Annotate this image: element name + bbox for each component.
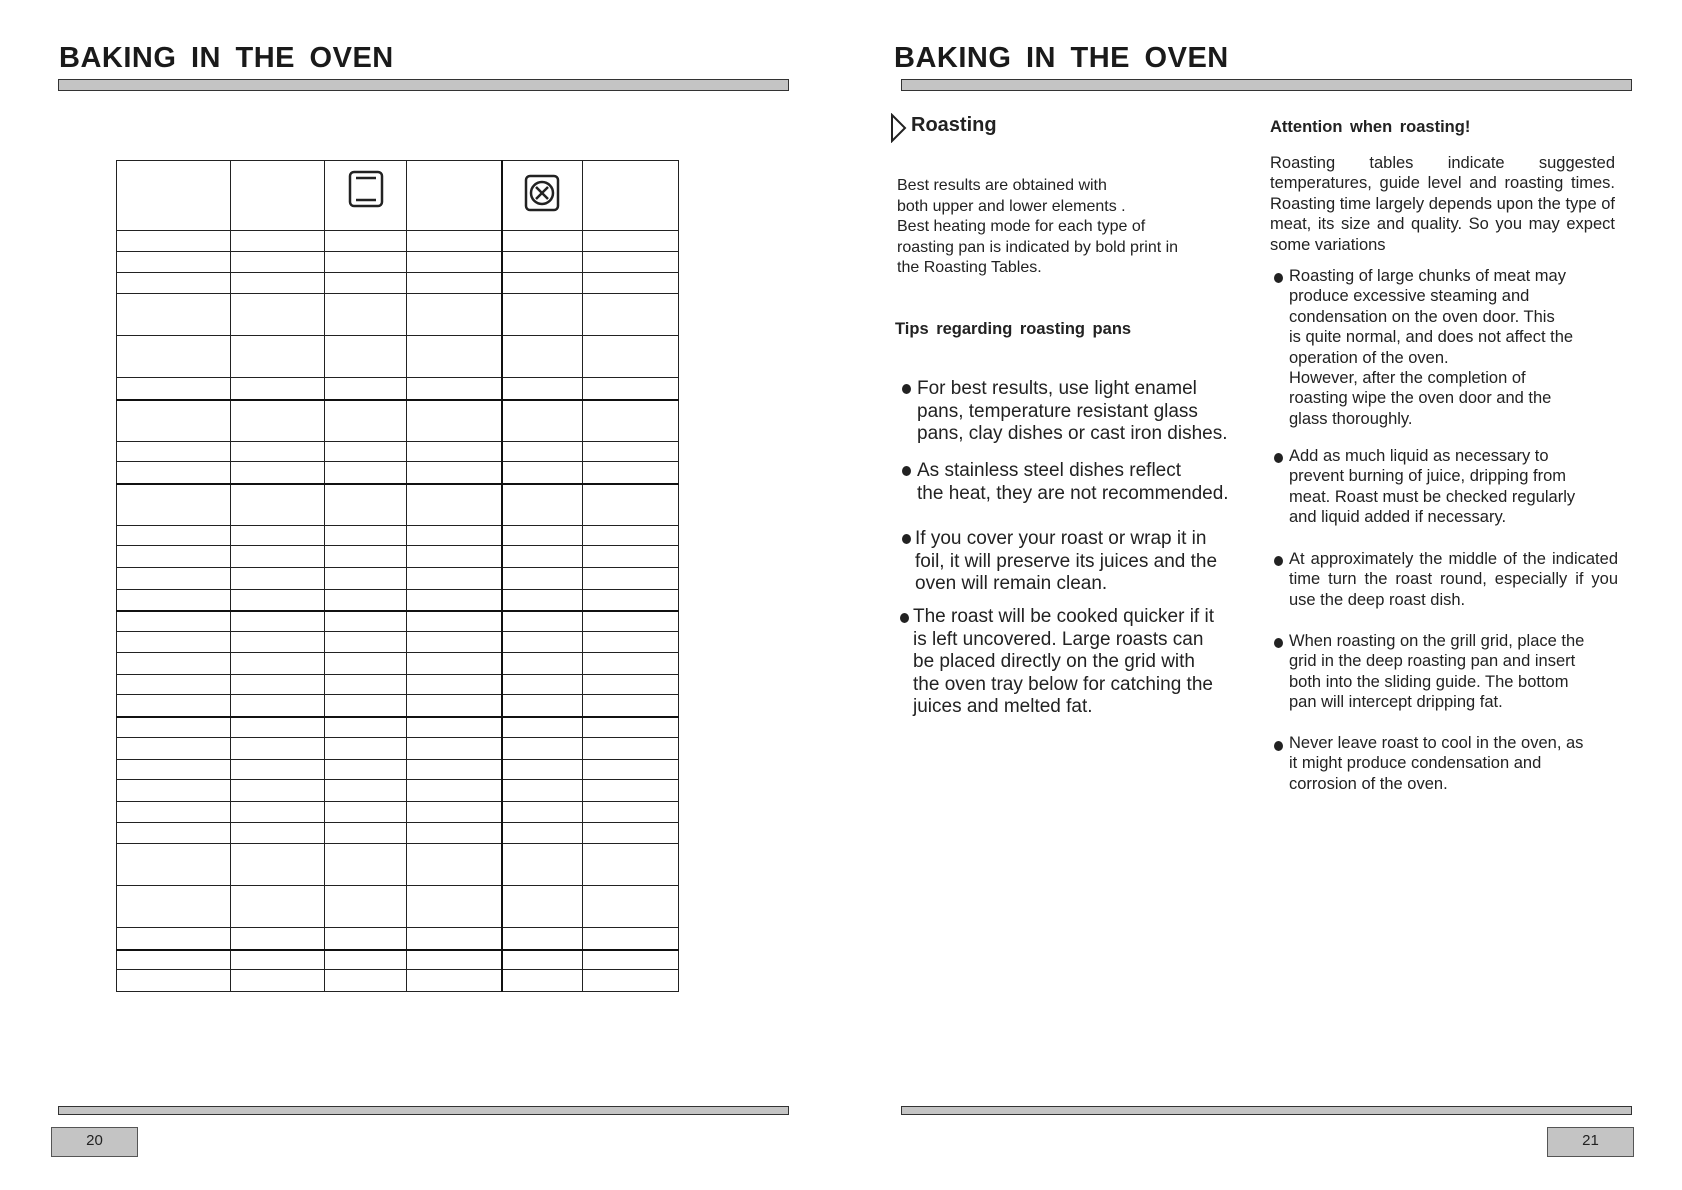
table-cell bbox=[324, 526, 407, 546]
table-cell bbox=[502, 462, 583, 484]
table-cell bbox=[324, 273, 407, 294]
table-cell bbox=[324, 738, 407, 760]
table-cell bbox=[583, 336, 679, 378]
table-row bbox=[117, 886, 679, 928]
bullet-icon bbox=[1274, 273, 1283, 283]
table-cell bbox=[407, 400, 502, 442]
table-cell bbox=[324, 823, 407, 844]
table-cell bbox=[324, 695, 407, 717]
table-row bbox=[117, 273, 679, 294]
table-cell bbox=[230, 462, 324, 484]
table-cell bbox=[230, 717, 324, 738]
table-cell bbox=[583, 231, 679, 252]
table-cell bbox=[583, 590, 679, 611]
bullet-icon bbox=[1274, 741, 1283, 751]
table-cell bbox=[407, 273, 502, 294]
table-row bbox=[117, 970, 679, 992]
table-cell bbox=[502, 161, 583, 231]
list-item bbox=[900, 378, 1260, 446]
table-cell bbox=[583, 161, 679, 231]
list-item-text: As stainless steel dishes reflect the heat, they are not recommended. bbox=[917, 460, 1229, 504]
table-row bbox=[117, 950, 679, 970]
header-divider bbox=[58, 79, 789, 91]
table-cell bbox=[583, 950, 679, 970]
table-cell bbox=[583, 462, 679, 484]
right-page-title: BAKING IN THE OVEN bbox=[894, 42, 1229, 74]
page-number: 21 bbox=[1547, 1127, 1634, 1157]
table-cell bbox=[583, 675, 679, 695]
table-cell bbox=[230, 161, 324, 231]
table-cell bbox=[117, 590, 231, 611]
left-page-title: BAKING IN THE OVEN bbox=[59, 42, 394, 74]
table-row bbox=[117, 632, 679, 653]
table-cell bbox=[583, 928, 679, 950]
table-cell bbox=[230, 760, 324, 780]
table-row bbox=[117, 462, 679, 484]
table-cell bbox=[117, 675, 231, 695]
table-cell bbox=[583, 568, 679, 590]
table-cell bbox=[583, 526, 679, 546]
page-number: 20 bbox=[51, 1127, 138, 1157]
table-cell bbox=[407, 970, 502, 992]
table-cell bbox=[407, 950, 502, 970]
table-cell bbox=[583, 611, 679, 632]
table-cell bbox=[502, 738, 583, 760]
list-item-text: At approximately the middle of the indicated time turn the roast round, especially if you use the deep roast dish. bbox=[1289, 550, 1618, 609]
table-row bbox=[117, 568, 679, 590]
attention-heading: Attention when roasting! bbox=[1270, 118, 1471, 136]
table-cell bbox=[583, 802, 679, 823]
table-cell bbox=[407, 928, 502, 950]
list-item bbox=[900, 528, 1260, 596]
table-row bbox=[117, 590, 679, 611]
table-row bbox=[117, 780, 679, 802]
table-row bbox=[117, 294, 679, 336]
table-cell bbox=[117, 336, 231, 378]
table-cell bbox=[117, 231, 231, 252]
table-cell bbox=[117, 760, 231, 780]
table-cell bbox=[502, 611, 583, 632]
table-cell bbox=[230, 611, 324, 632]
table-row bbox=[117, 928, 679, 950]
table-cell bbox=[407, 161, 502, 231]
table-cell bbox=[117, 886, 231, 928]
table-cell bbox=[502, 378, 583, 400]
table-cell bbox=[583, 844, 679, 886]
table-cell bbox=[324, 717, 407, 738]
fan-heating-icon bbox=[523, 174, 561, 217]
table-cell bbox=[407, 760, 502, 780]
table-cell bbox=[230, 442, 324, 462]
list-item bbox=[1274, 733, 1624, 794]
table-cell bbox=[583, 760, 679, 780]
table-cell bbox=[230, 695, 324, 717]
table-cell bbox=[407, 568, 502, 590]
table-cell bbox=[117, 844, 231, 886]
table-cell bbox=[117, 695, 231, 717]
table-cell bbox=[230, 738, 324, 760]
table-cell bbox=[324, 462, 407, 484]
table-cell bbox=[407, 886, 502, 928]
table-cell bbox=[324, 161, 407, 231]
table-cell bbox=[502, 760, 583, 780]
table-cell bbox=[230, 675, 324, 695]
table-cell bbox=[502, 632, 583, 653]
bullet-icon bbox=[1274, 638, 1283, 648]
table-cell bbox=[502, 950, 583, 970]
table-cell bbox=[324, 484, 407, 526]
table-row bbox=[117, 823, 679, 844]
table-cell bbox=[324, 780, 407, 802]
table-cell bbox=[502, 695, 583, 717]
footer-divider bbox=[901, 1106, 1632, 1115]
table-cell bbox=[117, 526, 231, 546]
table-cell bbox=[502, 717, 583, 738]
table-cell bbox=[230, 294, 324, 336]
table-cell bbox=[117, 950, 231, 970]
table-cell bbox=[230, 632, 324, 653]
table-row bbox=[117, 546, 679, 568]
table-cell bbox=[407, 294, 502, 336]
table-row bbox=[117, 378, 679, 400]
bullet-icon bbox=[1274, 453, 1283, 463]
table-cell bbox=[230, 231, 324, 252]
table-cell bbox=[230, 802, 324, 823]
triangle-marker-icon bbox=[890, 113, 908, 143]
table-cell bbox=[407, 823, 502, 844]
table-row bbox=[117, 695, 679, 717]
table-cell bbox=[407, 590, 502, 611]
bullet-icon bbox=[902, 466, 911, 476]
table-cell bbox=[502, 526, 583, 546]
table-cell bbox=[583, 970, 679, 992]
table-cell bbox=[117, 632, 231, 653]
table-cell bbox=[502, 231, 583, 252]
table-cell bbox=[324, 336, 407, 378]
table-cell bbox=[502, 252, 583, 273]
table-row bbox=[117, 231, 679, 252]
table-cell bbox=[117, 611, 231, 632]
table-cell bbox=[407, 546, 502, 568]
table-cell bbox=[407, 378, 502, 400]
table-cell bbox=[324, 886, 407, 928]
table-cell bbox=[117, 568, 231, 590]
table-cell bbox=[502, 844, 583, 886]
table-cell bbox=[583, 695, 679, 717]
table-cell bbox=[407, 717, 502, 738]
table-cell bbox=[117, 738, 231, 760]
table-cell bbox=[230, 336, 324, 378]
table-cell bbox=[407, 802, 502, 823]
table-cell bbox=[583, 780, 679, 802]
table-cell bbox=[583, 484, 679, 526]
table-cell bbox=[407, 675, 502, 695]
table-cell bbox=[407, 738, 502, 760]
table-cell bbox=[117, 780, 231, 802]
table-cell bbox=[583, 823, 679, 844]
table-cell bbox=[230, 484, 324, 526]
table-cell bbox=[117, 161, 231, 231]
table-cell bbox=[407, 442, 502, 462]
table-cell bbox=[230, 546, 324, 568]
table-cell bbox=[407, 611, 502, 632]
list-item bbox=[1274, 549, 1624, 610]
table-row bbox=[117, 442, 679, 462]
table-cell bbox=[583, 294, 679, 336]
table-cell bbox=[117, 294, 231, 336]
table-cell bbox=[502, 823, 583, 844]
table-cell bbox=[583, 252, 679, 273]
table-cell bbox=[502, 336, 583, 378]
table-cell bbox=[117, 970, 231, 992]
table-cell bbox=[324, 675, 407, 695]
table-cell bbox=[502, 442, 583, 462]
table-cell bbox=[324, 760, 407, 780]
table-cell bbox=[324, 378, 407, 400]
table-row bbox=[117, 653, 679, 675]
table-cell bbox=[117, 546, 231, 568]
intro-paragraph: Best results are obtained with both upper and lower elements . Best heating mode for each type of roasting pan is indicated by bold print in the Roasting Tables. bbox=[897, 177, 1179, 276]
table-cell bbox=[324, 546, 407, 568]
table-cell bbox=[324, 400, 407, 442]
table-cell bbox=[502, 546, 583, 568]
table-cell bbox=[502, 294, 583, 336]
table-row bbox=[117, 738, 679, 760]
table-cell bbox=[502, 568, 583, 590]
table-cell bbox=[583, 442, 679, 462]
table-cell bbox=[324, 568, 407, 590]
table-cell bbox=[407, 844, 502, 886]
tips-heading: Tips regarding roasting pans bbox=[895, 320, 1132, 338]
table-cell bbox=[324, 294, 407, 336]
table-cell bbox=[502, 970, 583, 992]
table-cell bbox=[117, 928, 231, 950]
table-cell bbox=[117, 484, 231, 526]
table-cell bbox=[583, 886, 679, 928]
list-item-text: When roasting on the grill grid, place the grid in the deep roasting pan and insert both into the sliding guide. The bottom pan will intercept dripping fat. bbox=[1289, 632, 1585, 712]
table-cell bbox=[117, 252, 231, 273]
table-cell bbox=[324, 970, 407, 992]
table-cell bbox=[583, 717, 679, 738]
table-cell bbox=[407, 526, 502, 546]
table-cell bbox=[407, 632, 502, 653]
list-item-text: Add as much liquid as necessary to prevent burning of juice, dripping from meat. Roast must be checked regularly and liquid added if necessary. bbox=[1289, 447, 1576, 527]
table-row bbox=[117, 252, 679, 273]
table-cell bbox=[583, 546, 679, 568]
table-cell bbox=[324, 442, 407, 462]
table-cell bbox=[230, 252, 324, 273]
table-cell bbox=[230, 950, 324, 970]
table-cell bbox=[230, 568, 324, 590]
table-row bbox=[117, 675, 679, 695]
table-cell bbox=[117, 823, 231, 844]
table-cell bbox=[502, 886, 583, 928]
table-cell bbox=[502, 590, 583, 611]
table-cell bbox=[502, 928, 583, 950]
table-cell bbox=[230, 844, 324, 886]
table-cell bbox=[583, 632, 679, 653]
bullet-icon bbox=[900, 613, 909, 623]
roasting-table bbox=[116, 160, 679, 992]
table-cell bbox=[324, 802, 407, 823]
table-cell bbox=[407, 653, 502, 675]
table-cell bbox=[230, 886, 324, 928]
table-cell bbox=[230, 780, 324, 802]
header-divider bbox=[901, 79, 1632, 91]
table-cell bbox=[407, 252, 502, 273]
footer-divider bbox=[58, 1106, 789, 1115]
table-cell bbox=[230, 273, 324, 294]
table-cell bbox=[230, 653, 324, 675]
upper-lower-heat-icon bbox=[347, 170, 385, 213]
table-cell bbox=[407, 336, 502, 378]
table-cell bbox=[117, 378, 231, 400]
table-cell bbox=[117, 442, 231, 462]
table-cell bbox=[117, 802, 231, 823]
bullet-icon bbox=[902, 384, 911, 394]
table-cell bbox=[502, 273, 583, 294]
table-cell bbox=[502, 400, 583, 442]
table-cell bbox=[117, 400, 231, 442]
table-header-row bbox=[117, 161, 679, 231]
list-item-text: Roasting of large chunks of meat may produce excessive steaming and condensation on the oven door. This is quite normal, and does not affect the operation of the oven. However, after the completion of roasting wipe the oven door and the glass thoroughly. bbox=[1289, 267, 1574, 428]
table-cell bbox=[407, 484, 502, 526]
table-cell bbox=[502, 653, 583, 675]
table-cell bbox=[230, 400, 324, 442]
table-cell bbox=[583, 738, 679, 760]
table-cell bbox=[324, 231, 407, 252]
table-cell bbox=[583, 273, 679, 294]
list-item-text: If you cover your roast or wrap it in foil, it will preserve its juices and the oven will remain clean. bbox=[915, 528, 1218, 595]
attention-intro: Roasting tables indicate suggested temperatures, guide level and roasting times. Roasting time largely depends upon the type of meat, its size and quality. So you may expect some variations bbox=[1270, 154, 1615, 254]
table-cell bbox=[502, 484, 583, 526]
list-item-text: Never leave roast to cool in the oven, as it might produce condensation and corrosion of the oven. bbox=[1289, 734, 1584, 793]
table-cell bbox=[324, 611, 407, 632]
table-cell bbox=[117, 653, 231, 675]
table-row bbox=[117, 611, 679, 632]
table-cell bbox=[230, 970, 324, 992]
table-cell bbox=[117, 273, 231, 294]
list-item bbox=[900, 460, 1260, 505]
table-row bbox=[117, 717, 679, 738]
table-cell bbox=[583, 400, 679, 442]
table-cell bbox=[583, 378, 679, 400]
list-item-text: The roast will be cooked quicker if it is left uncovered. Large roasts can be placed directly on the grid with the oven tray below for catching the juices and melted fat. bbox=[913, 606, 1214, 718]
table-row bbox=[117, 526, 679, 546]
table-cell bbox=[407, 462, 502, 484]
list-item bbox=[1274, 266, 1624, 429]
table-cell bbox=[230, 378, 324, 400]
table-row bbox=[117, 760, 679, 780]
table-cell bbox=[502, 780, 583, 802]
section-heading: Roasting bbox=[911, 114, 997, 136]
table-cell bbox=[324, 590, 407, 611]
table-cell bbox=[117, 462, 231, 484]
table-cell bbox=[407, 780, 502, 802]
table-cell bbox=[583, 653, 679, 675]
bullet-icon bbox=[1274, 556, 1283, 566]
list-item-text: For best results, use light enamel pans, temperature resistant glass pans, clay dishes or cast iron dishes. bbox=[917, 378, 1228, 445]
table-cell bbox=[230, 526, 324, 546]
table-cell bbox=[324, 632, 407, 653]
table-cell bbox=[324, 950, 407, 970]
table-cell bbox=[230, 928, 324, 950]
table-cell bbox=[230, 823, 324, 844]
table-cell bbox=[230, 590, 324, 611]
table-cell bbox=[407, 695, 502, 717]
table-cell bbox=[502, 675, 583, 695]
table-row bbox=[117, 336, 679, 378]
table-row bbox=[117, 844, 679, 886]
table-cell bbox=[502, 802, 583, 823]
table-cell bbox=[407, 231, 502, 252]
table-cell bbox=[324, 252, 407, 273]
table-cell bbox=[324, 653, 407, 675]
table-row bbox=[117, 484, 679, 526]
list-item bbox=[1274, 631, 1624, 713]
table-row bbox=[117, 802, 679, 823]
table-cell bbox=[117, 717, 231, 738]
list-item bbox=[898, 606, 1258, 719]
list-item bbox=[1274, 446, 1624, 528]
table-cell bbox=[324, 844, 407, 886]
table-cell bbox=[324, 928, 407, 950]
table-row bbox=[117, 400, 679, 442]
bullet-icon bbox=[902, 534, 911, 544]
